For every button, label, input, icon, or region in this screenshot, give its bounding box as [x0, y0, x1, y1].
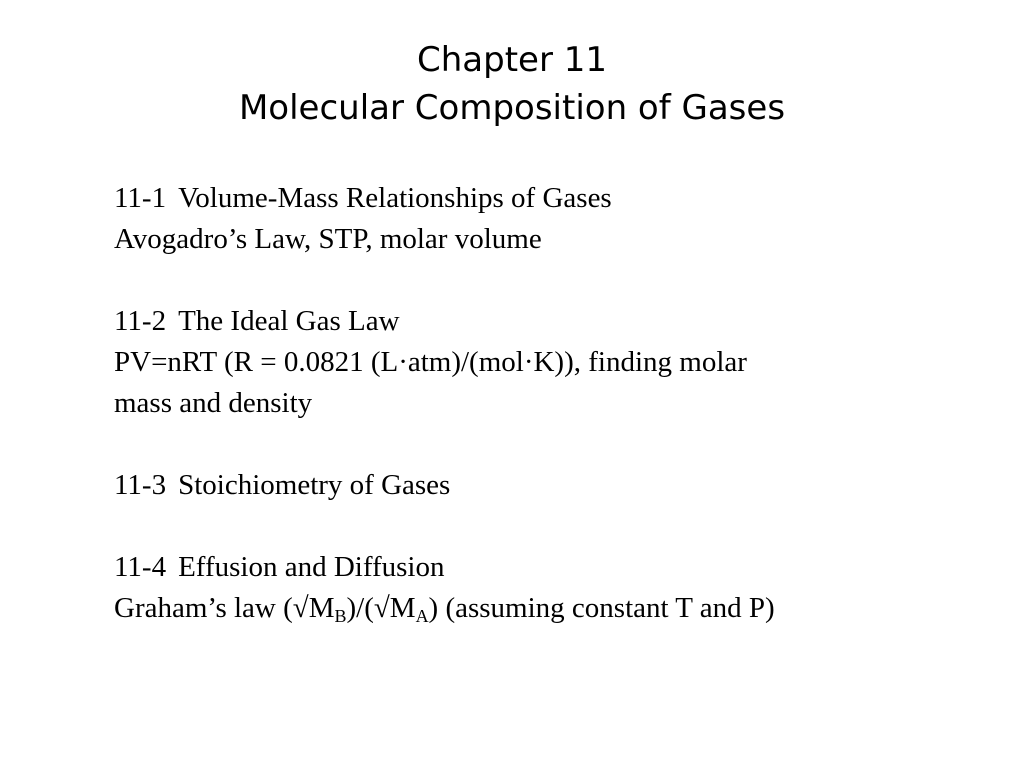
section-heading [114, 301, 994, 342]
section-heading [114, 178, 994, 219]
section-11-3 [114, 465, 994, 506]
formula-prefix: Graham’s law (√M [114, 592, 335, 624]
section-11-4 [114, 547, 994, 629]
section-detail: PV=nRT (R = 0.0821 (L·atm)/(mol·K)), finding molar [114, 346, 747, 378]
section-number: 11-2 [114, 305, 167, 337]
grahams-law-formula [114, 588, 994, 629]
section-title: Effusion and Diffusion [178, 551, 445, 583]
section-number: 11-3 [114, 469, 167, 501]
section-11-2 [114, 301, 994, 424]
section-11-1 [114, 178, 994, 260]
slide-title [0, 36, 1024, 132]
formula-subscript-a: A [415, 606, 429, 627]
section-title: Volume-Mass Relationships of Gases [178, 182, 612, 214]
section-title: Stoichiometry of Gases [178, 469, 451, 501]
section-heading [114, 465, 994, 506]
section-title: The Ideal Gas Law [178, 305, 400, 337]
section-number: 11-1 [114, 182, 167, 214]
section-heading [114, 547, 994, 588]
formula-middle: )/(√M [346, 592, 416, 624]
title-line-topic: Molecular Composition of Gases [238, 88, 786, 128]
slide-body [114, 178, 994, 629]
formula-suffix: ) (assuming constant T and P) [428, 592, 775, 624]
title-line-chapter: Chapter 11 [416, 40, 607, 80]
formula-subscript-b: B [334, 606, 347, 627]
section-detail: Avogadro’s Law, STP, molar volume [114, 223, 542, 255]
section-number: 11-4 [114, 551, 167, 583]
section-detail: mass and density [114, 387, 313, 419]
